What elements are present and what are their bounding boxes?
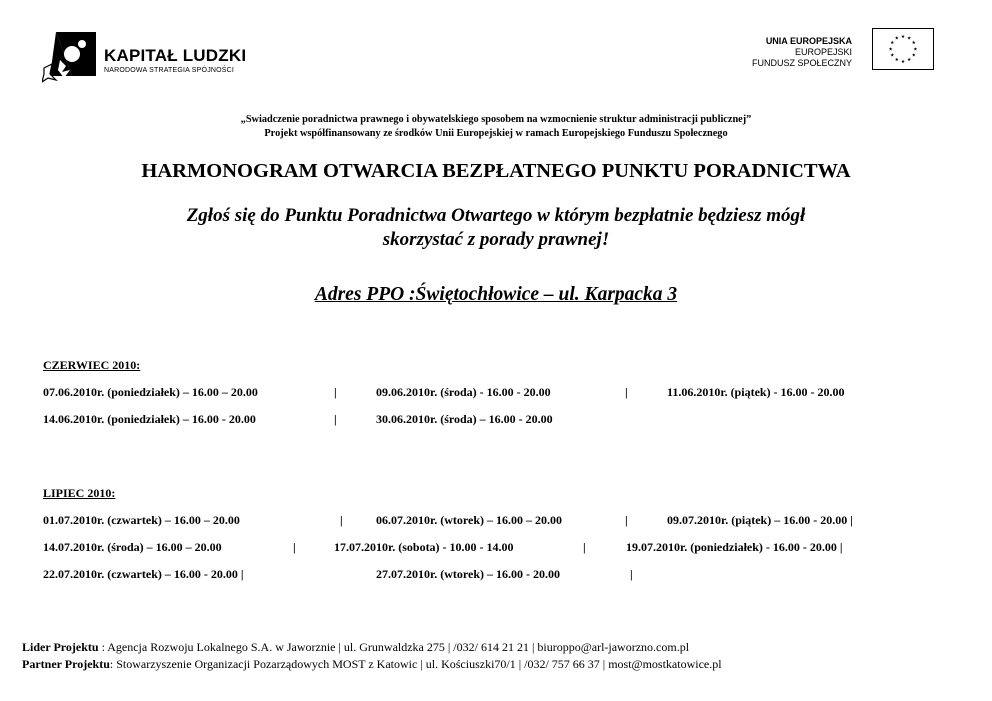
june-label: CZERWIEC 2010: bbox=[43, 358, 141, 372]
july-entry: 01.07.2010r. (czwartek) – 16.00 – 20.00 bbox=[43, 513, 240, 527]
eu-text bbox=[752, 36, 852, 69]
address: Adres PPO :Świętochłowice – ul. Karpacka 3 bbox=[314, 284, 678, 305]
eu-line3: FUNDUSZ SPOŁECZNY bbox=[751, 58, 852, 68]
july-entry: 09.07.2010r. (piątek) – 16.00 - 20.00 | bbox=[667, 513, 853, 527]
eu-line1: UNIA EUROPEJSKA bbox=[765, 36, 852, 46]
footer-leader bbox=[22, 640, 689, 655]
june-entry: 30.06.2010r. (środa) – 16.00 - 20.00 bbox=[376, 412, 553, 426]
project-name: „Swiadczenie poradnictwa prawnego i obywatelskiego sposobem na wzmocnienie struktur administracji publicznej” bbox=[240, 114, 752, 125]
kapital-ludzki-logo bbox=[42, 30, 272, 86]
eu-star-icon: ★ bbox=[911, 53, 916, 59]
eu-star-icon: ★ bbox=[900, 35, 906, 41]
eu-star-icon: ★ bbox=[900, 59, 906, 65]
june-entry: 14.06.2010r. (poniedziałek) – 16.00 - 20.00 bbox=[43, 412, 256, 426]
july-separator: | bbox=[625, 513, 628, 527]
eu-star-icon: ★ bbox=[888, 47, 893, 53]
july-entry: 14.07.2010r. (środa) – 16.00 – 20.00 bbox=[43, 540, 222, 554]
eu-star-icon: ★ bbox=[907, 58, 912, 64]
project-funding: Projekt współfinansowany ze środków Unii Europejskiej w ramach Europejskiego Funduszu Społecznego bbox=[264, 128, 728, 139]
july-entry: 17.07.2010r. (sobota) - 10.00 - 14.00 bbox=[334, 540, 514, 554]
eu-star-icon: ★ bbox=[894, 58, 899, 64]
eu-star-icon: ★ bbox=[907, 36, 912, 42]
kapital-ludzki-title: KAPITAŁ LUDZKI bbox=[104, 46, 247, 65]
kapital-ludzki-subtitle: NARODOWA STRATEGIA SPÓJNOŚCI bbox=[104, 67, 235, 74]
eu-star-icon: ★ bbox=[911, 41, 916, 47]
july-separator: | bbox=[293, 540, 296, 554]
july-label: LIPIEC 2010: bbox=[43, 486, 116, 500]
kapital-ludzki-emblem-icon bbox=[42, 30, 98, 84]
partner-text: : Stowarzyszenie Organizacji Pozarządowych MOST z Katowic | ul. Kościuszki70/1 | /032/ 757 66 37 | most@mostkatowice.pl bbox=[109, 657, 722, 671]
july-entry: 19.07.2010r. (poniedziałek) - 16.00 - 20.00 | bbox=[626, 540, 843, 554]
eu-logo bbox=[737, 16, 945, 80]
june-separator: | bbox=[334, 412, 337, 426]
july-entry: 27.07.2010r. (wtorek) – 16.00 - 20.00 bbox=[376, 567, 560, 581]
july-separator: | bbox=[630, 567, 633, 581]
june-separator: | bbox=[334, 385, 337, 399]
eu-star-icon: ★ bbox=[890, 53, 895, 59]
june-entry: 09.06.2010r. (środa) - 16.00 - 20.00 bbox=[376, 385, 551, 399]
leader-label: Lider Projektu bbox=[22, 640, 99, 654]
july-entry: 22.07.2010r. (czwartek) – 16.00 - 20.00 | bbox=[43, 567, 244, 581]
eu-star-icon: ★ bbox=[913, 47, 918, 53]
subtitle-line1: Zgłoś się do Punktu Poradnictwa Otwartego w którym bezpłatnie będziesz mógł bbox=[186, 205, 806, 226]
footer-partner bbox=[22, 657, 722, 672]
eu-star-icon: ★ bbox=[894, 36, 899, 42]
eu-star-icon: ★ bbox=[890, 41, 895, 47]
eu-flag-icon bbox=[872, 28, 934, 70]
eu-line2: EUROPEJSKI bbox=[794, 47, 852, 57]
partner-label: Partner Projektu bbox=[22, 657, 110, 671]
july-separator: | bbox=[340, 513, 343, 527]
leader-text: : Agencja Rozwoju Lokalnego S.A. w Jaworznie | ul. Grunwaldzka 275 | /032/ 614 21 21 | biuroppo@arl-jaworzno.com.pl bbox=[98, 640, 690, 654]
june-entry: 07.06.2010r. (poniedziałek) – 16.00 – 20.00 bbox=[43, 385, 258, 399]
july-separator: | bbox=[583, 540, 586, 554]
june-entry: 11.06.2010r. (piątek) - 16.00 - 20.00 bbox=[667, 385, 845, 399]
subtitle-line2: skorzystać z porady prawnej! bbox=[382, 229, 610, 250]
june-separator: | bbox=[625, 385, 628, 399]
july-entry: 06.07.2010r. (wtorek) – 16.00 – 20.00 bbox=[376, 513, 562, 527]
page-title: HARMONOGRAM OTWARCIA BEZPŁATNEGO PUNKTU PORADNICTWA bbox=[141, 160, 851, 182]
